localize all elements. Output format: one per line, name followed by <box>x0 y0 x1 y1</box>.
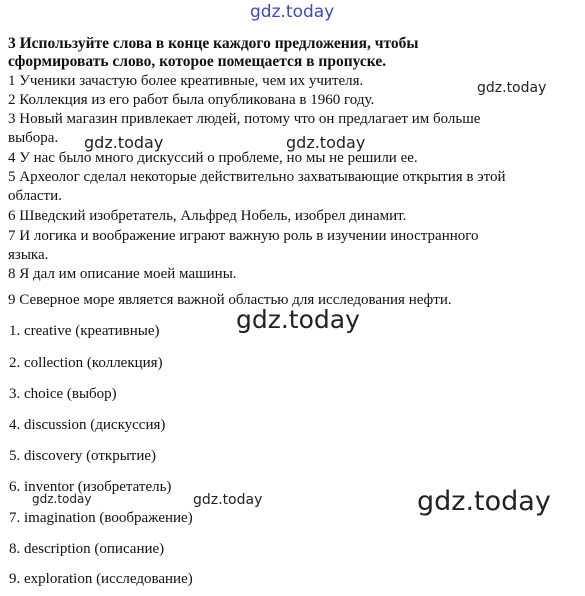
answer-9: 9. exploration (исследование) <box>9 571 193 587</box>
answer-6: 6. inventor (изобретатель) <box>9 479 172 495</box>
answer-2: 2. collection (коллекция) <box>9 355 163 371</box>
answer-7: 7. imagination (воображение) <box>9 510 193 526</box>
watermark-big-2: gdz.today <box>417 486 551 517</box>
answer-4: 4. discussion (дискуссия) <box>9 417 166 433</box>
watermark-small-3: gdz.today <box>286 133 366 152</box>
answer-5: 5. discovery (открытие) <box>9 448 157 464</box>
sentence-5: 5 Археолог сделал некоторые действительно захватывающие открытия в этой <box>8 169 506 185</box>
sentence-6: 6 Шведский изобретатель, Альфред Нобель, изобрел динамит. <box>8 208 407 224</box>
sentence-3: 3 Новый магазин привлекает людей, потому что он предлагает им больше <box>8 111 481 127</box>
task-heading-line-2: сформировать слово, которое помещается в пропуске. <box>8 53 387 70</box>
answer-3: 3. choice (выбор) <box>9 386 117 402</box>
task-heading-line-1: 3 Используйте слова в конце каждого предложения, чтобы <box>8 35 419 52</box>
sentence-7-cont: языка. <box>8 247 49 263</box>
sentence-1: 1 Ученики зачастую более креативные, чем их учителя. <box>8 73 364 89</box>
watermark-small-5: gdz.today <box>193 492 263 508</box>
sentence-8: 8 Я дал им описание моей машины. <box>8 266 237 282</box>
sentence-9: 9 Северное море является важной областью для исследования нефти. <box>8 292 452 308</box>
answer-1: 1. creative (креативные) <box>9 323 160 339</box>
answer-8: 8. description (описание) <box>9 541 165 557</box>
watermark-top: gdz.today <box>250 2 335 22</box>
watermark-big-1: gdz.today <box>236 305 360 334</box>
watermark-small-4: gdz.today <box>32 492 92 506</box>
sentence-5-cont: области. <box>8 188 62 204</box>
sentence-2: 2 Коллекция из его работ была опубликована в 1960 году. <box>8 92 375 108</box>
watermark-small-1: gdz.today <box>477 80 547 96</box>
watermark-small-2: gdz.today <box>84 133 164 152</box>
sentence-4: 4 У нас было много дискуссий о проблеме, но мы не решили ее. <box>8 150 418 166</box>
sentence-7: 7 И логика и воображение играют важную роль в изучении иностранного <box>8 228 479 244</box>
sentence-3-cont: выбора. <box>8 130 59 146</box>
